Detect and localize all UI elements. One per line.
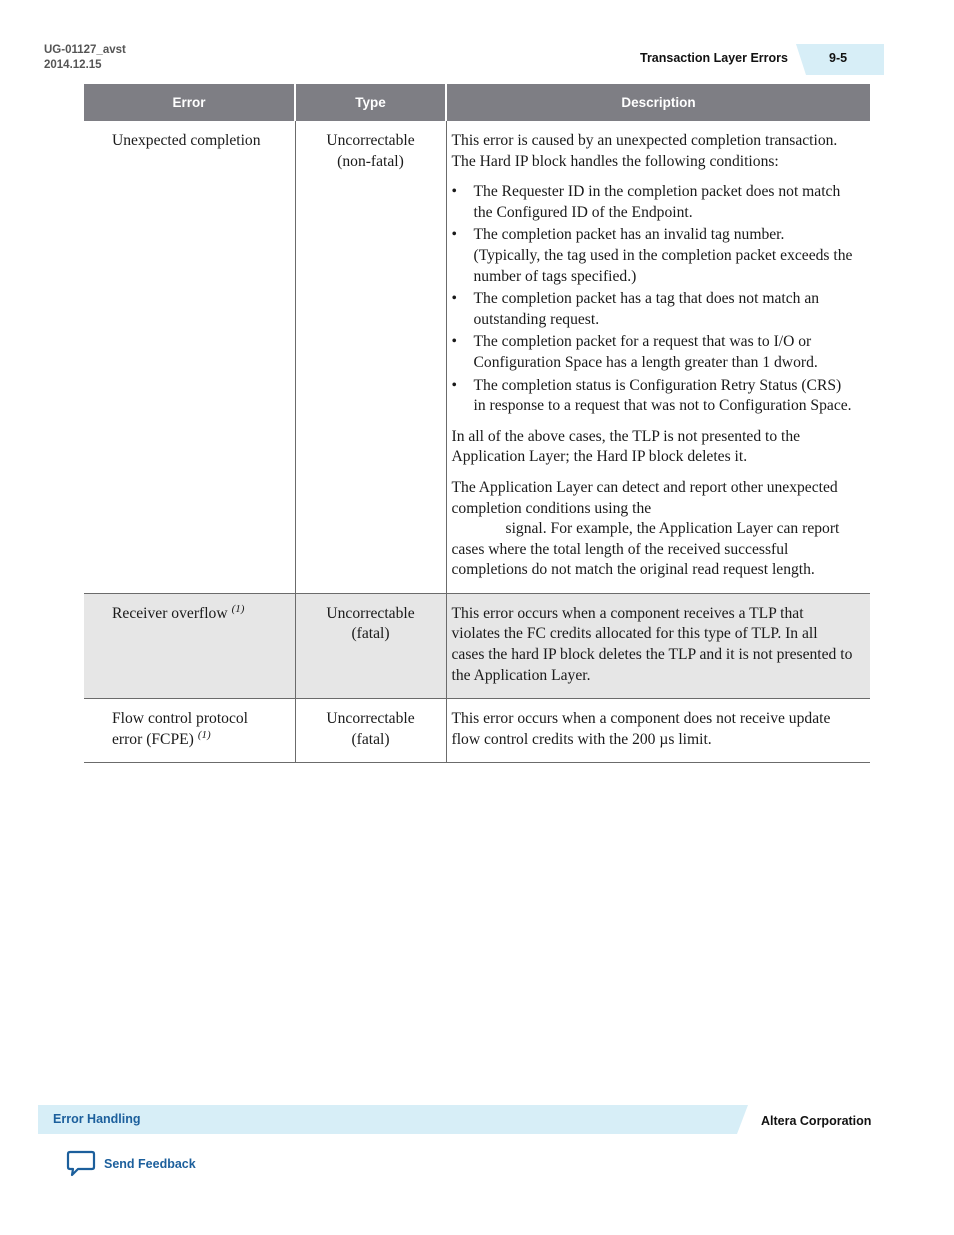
table-row bbox=[84, 121, 870, 593]
send-feedback-link[interactable] bbox=[66, 1150, 196, 1178]
page-number: 9-5 bbox=[829, 51, 848, 65]
error-type-cell bbox=[295, 121, 446, 593]
error-name-cell bbox=[84, 121, 295, 593]
list-item-text: The completion packet for a request that was to I/O or Configuration Space has a length greater than 1 dword. bbox=[473, 333, 818, 371]
doc-id: UG-01127_avst bbox=[44, 44, 126, 56]
list-item bbox=[452, 376, 855, 417]
list-item-text: The completion status is Configuration Retry Status (CRS) in response to a request that was not to Configuration Space. bbox=[473, 376, 852, 415]
list-item-text: The completion packet has a tag that does not match an outstanding request. bbox=[473, 290, 820, 328]
speech-bubble-icon bbox=[66, 1150, 96, 1178]
footer-section-link[interactable]: Error Handling bbox=[53, 1112, 141, 1126]
list-item bbox=[452, 332, 855, 373]
error-type-cell bbox=[295, 593, 446, 698]
error-name: Receiver overflow bbox=[112, 604, 228, 622]
page-number-tab bbox=[796, 44, 884, 75]
error-name-cell bbox=[84, 593, 295, 698]
description-text: The Application Layer can detect and report other unexpected completion conditions using the bbox=[451, 478, 838, 517]
error-type-cell bbox=[295, 699, 446, 763]
footnote-ref[interactable]: (1) bbox=[231, 602, 245, 615]
list-item bbox=[452, 182, 855, 223]
footer-company: Altera Corporation bbox=[761, 1114, 872, 1128]
bullet-icon: • bbox=[451, 376, 457, 394]
doc-id-block bbox=[44, 43, 126, 73]
error-name: Flow control protocol bbox=[112, 710, 248, 728]
error-name-cell bbox=[84, 699, 295, 763]
description-paragraph bbox=[452, 478, 855, 581]
error-type-line: (non-fatal) bbox=[337, 152, 404, 170]
section-title: Transaction Layer Errors bbox=[640, 51, 788, 65]
table-row bbox=[84, 699, 870, 763]
bullet-icon: • bbox=[451, 226, 457, 244]
error-name: error (FCPE) bbox=[112, 730, 194, 748]
error-description-cell bbox=[446, 593, 870, 698]
description-paragraph: In all of the above cases, the TLP is not presented to the Application Layer; the Hard IP block deletes it. bbox=[451, 427, 801, 466]
list-item bbox=[452, 289, 855, 330]
error-name: Unexpected completion bbox=[112, 132, 261, 149]
description-paragraph: This error occurs when a component receives a TLP that violates the FC credits allocated for this type of TLP. In all cases the hard IP block deletes the TLP and it is not presented to the Application Layer. bbox=[451, 604, 853, 684]
description-paragraph: This error occurs when a component does not receive update flow control credits with the 200 µs limit. bbox=[451, 710, 831, 748]
condition-list bbox=[452, 182, 855, 417]
list-item-text: The completion packet has an invalid tag number. (Typically, the tag used in the completion packet exceeds the number of tags specified.) bbox=[473, 226, 853, 285]
error-type-line: (fatal) bbox=[351, 730, 390, 748]
footnote-ref[interactable]: (1) bbox=[197, 728, 211, 741]
bullet-icon: • bbox=[451, 183, 457, 201]
description-text: signal. For example, the Application Layer can report cases where the total length of the received successful completions do not match the original read request length. bbox=[451, 520, 840, 579]
footer-section-bar bbox=[38, 1105, 748, 1134]
error-type-line: Uncorrectable bbox=[326, 132, 415, 149]
error-type-line: (fatal) bbox=[351, 625, 390, 643]
error-type-line: Uncorrectable bbox=[326, 604, 415, 622]
error-description-cell bbox=[446, 121, 870, 593]
bullet-icon: • bbox=[451, 333, 457, 351]
column-header-description: Description bbox=[446, 84, 870, 121]
column-header-type: Type bbox=[295, 84, 446, 121]
list-item-text: The Requester ID in the completion packet does not match the Configured ID of the Endpoint. bbox=[473, 183, 841, 221]
table-header-row bbox=[84, 84, 870, 121]
bullet-icon: • bbox=[451, 290, 457, 308]
error-description-cell bbox=[446, 699, 870, 763]
doc-date: 2014.12.15 bbox=[44, 59, 102, 71]
list-item bbox=[452, 225, 855, 287]
error-type-line: Uncorrectable bbox=[326, 710, 415, 728]
column-header-error: Error bbox=[84, 84, 295, 121]
send-feedback-label: Send Feedback bbox=[104, 1157, 196, 1171]
description-paragraph: This error is caused by an unexpected completion transaction. The Hard IP block handles the following conditions: bbox=[451, 132, 838, 170]
error-table bbox=[84, 84, 870, 763]
footer-bar-shape bbox=[38, 1105, 748, 1134]
table-row bbox=[84, 593, 870, 698]
